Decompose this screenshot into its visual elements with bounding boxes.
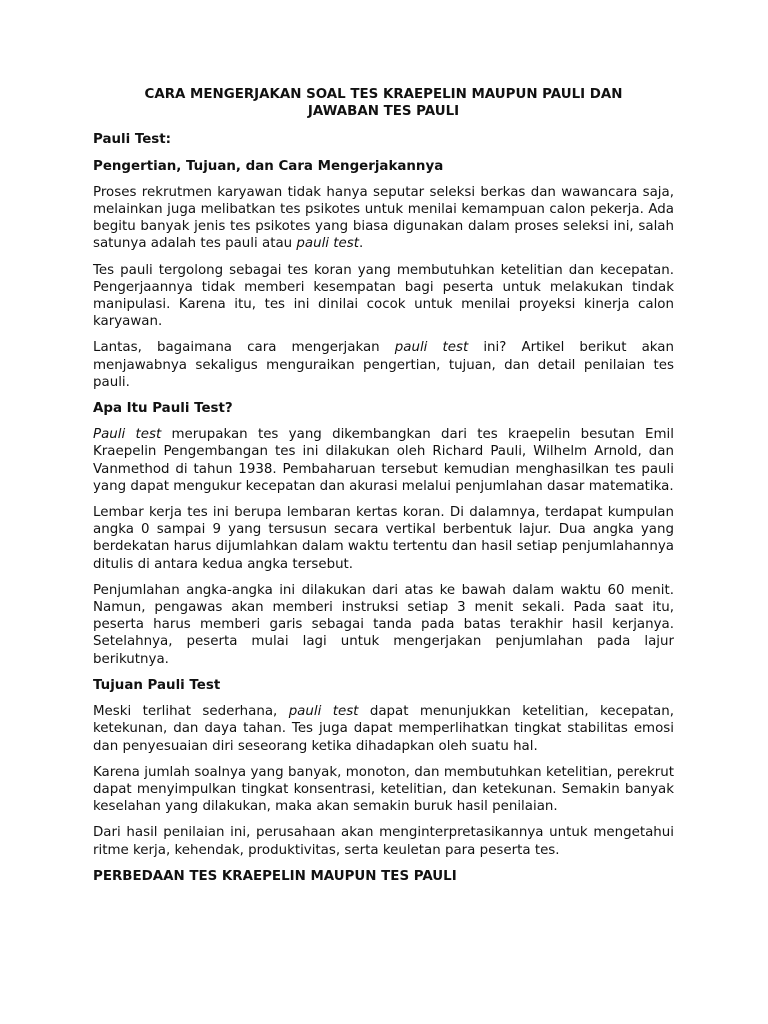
paragraph-4-emphasis: Pauli test (93, 427, 162, 443)
paragraph-2: Tes pauli tergolong sebagai tes koran yang membutuhkan ketelitian dan kecepatan. Pengerjaannya tidak memberi kesempatan bagi peserta untuk melakukan tindak manipulasi. Karena itu, tes ini dinilai cocok untuk menilai proyeksi kinerja calon karyawan. (93, 262, 674, 330)
heading-apa-itu: Apa Itu Pauli Test? (93, 401, 233, 417)
paragraph-8: Karena jumlah soalnya yang banyak, monoton, dan membutuhkan ketelitian, perekrut dapat menyimpulkan tingkat konsentrasi, ketelitian, dan ketekunan. Semakin banyak keselahan yang dilakukan, maka akan semakin buruk hasil penilaian. (93, 764, 674, 815)
heading-pauli-test: Pauli Test: (93, 132, 172, 148)
title-line-1: CARA MENGERJAKAN SOAL TES KRAEPELIN MAUPUN PAULI DAN (144, 87, 623, 102)
heading-pengertian: Pengertian, Tujuan, dan Cara Mengerjakannya (93, 158, 444, 174)
paragraph-7-text-b: dapat menunjukkan ketelitian, kecepatan, ketekunan, dan daya tahan. Tes juga dapat memperlihatkan tingkat stabilitas emosi dan penyesuaian diri seseorang ketika dihadapkan oleh suatu hal. (93, 704, 674, 754)
paragraph-7-emphasis: pauli test (288, 704, 359, 720)
document-title (93, 86, 674, 120)
paragraph-1-emphasis: pauli test (296, 236, 359, 252)
paragraph-1-text-a: Proses rekrutmen karyawan tidak hanya seputar seleksi berkas dan wawancara saja, melainkan juga melibatkan tes psikotes untuk menilai kemampuan calon pekerja. Ada begitu banyak jenis tes psikotes yang biasa digunakan dalam proses seleksi ini, salah satunya adalah tes pauli atau (93, 184, 674, 252)
paragraph-3-emphasis: pauli test (394, 340, 469, 356)
paragraph-4 (93, 426, 674, 495)
paragraph-9: Dari hasil penilaian ini, perusahaan akan menginterpretasikannya untuk mengetahui ritme kerja, kehendak, produktivitas, serta keuletan para peserta tes. (93, 825, 674, 858)
paragraph-1 (93, 184, 674, 253)
paragraph-7-text-a: Meski terlihat sederhana, (93, 704, 289, 720)
paragraph-5: Lembar kerja tes ini berupa lembaran kertas koran. Di dalamnya, terdapat kumpulan angka 0 sampai 9 yang tersusun secara vertikal berbentuk lajur. Dua angka yang berdekatan harus dijumlahkan dalam waktu tertentu dan hasil setiap penjumlahannya ditulis di antara kedua angka tersebut. (93, 505, 674, 572)
title-line-2: JAWABAN TES PAULI (307, 104, 460, 120)
paragraph-4-text: merupakan tes yang dikembangkan dari tes kraepelin besutan Emil Kraepelin Pengembangan tes ini dilakukan oleh Richard Pauli, Wilhelm Arnold, dan Vanmethod di tahun 1938. Pembaharuan tersebut kemudian menghasilkan tes pauli yang dapat mengukur kecepatan dan akurasi melalui penjumlahan dasar matematika. (93, 427, 674, 494)
paragraph-3-text-b: ini? Artikel berikut akan menjawabnya sekaligus menguraikan pengertian, tujuan, dan detail penilaian tes pauli. (93, 340, 674, 390)
paragraph-6: Penjumlahan angka-angka ini dilakukan dari atas ke bawah dalam waktu 60 menit. Namun, pengawas akan memberi instruksi setiap 3 menit sekali. Pada saat itu, peserta harus memberi garis sebagai tanda pada batas terakhir hasil kerjanya. Setelahnya, peserta mulai lagi untuk mengerjakan penjumlahan pada lajur berikutnya. (93, 582, 674, 667)
paragraph-3 (93, 339, 674, 391)
paragraph-3-text-a: Lantas, bagaimana cara mengerjakan (93, 340, 395, 356)
document-content (93, 86, 674, 894)
heading-tujuan: Tujuan Pauli Test (93, 677, 221, 693)
heading-perbedaan: PERBEDAAN TES KRAEPELIN MAUPUN TES PAULI (93, 868, 457, 884)
paragraph-1-text-b: . (359, 236, 364, 252)
paragraph-7 (93, 703, 674, 755)
